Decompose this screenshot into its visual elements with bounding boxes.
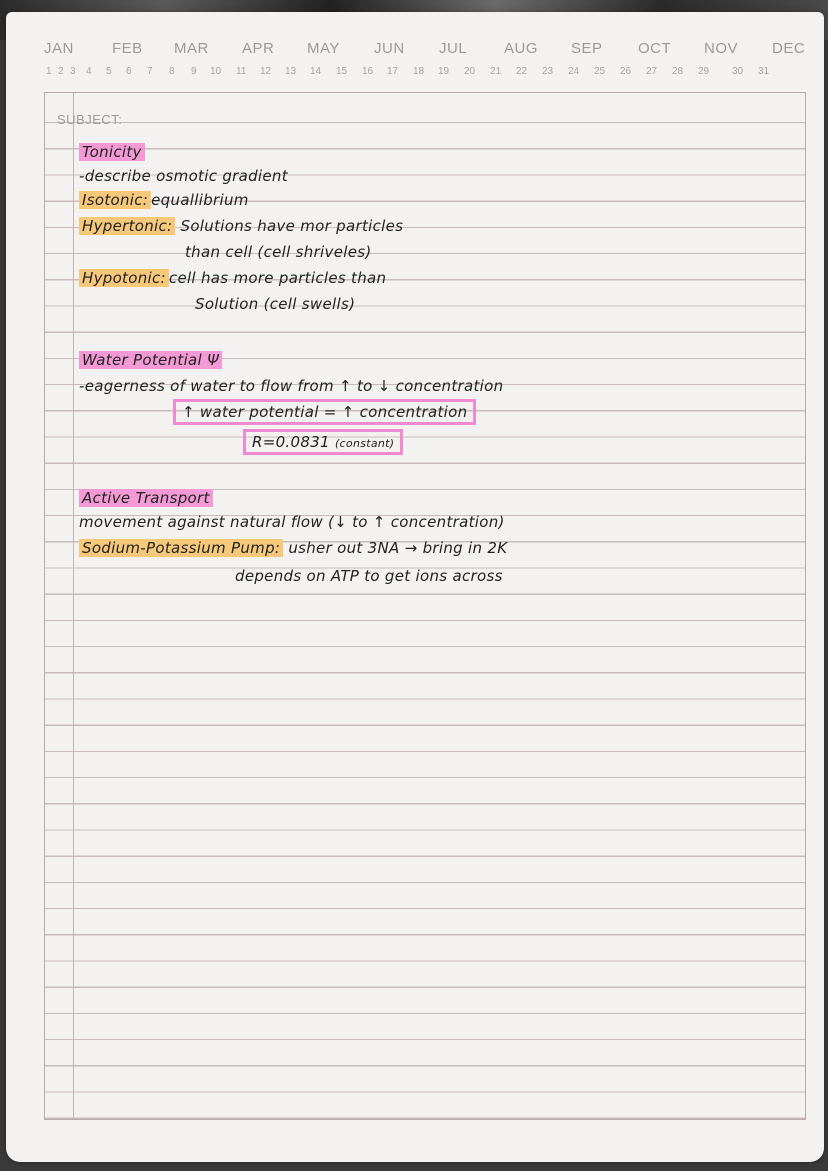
day-3: 3 bbox=[70, 66, 76, 77]
hypotonic-label: Hypotonic: bbox=[79, 269, 169, 287]
constant-value: R=0.0831 bbox=[252, 433, 330, 451]
day-21: 21 bbox=[490, 66, 502, 77]
hypertonic-label: Hypertonic: bbox=[79, 217, 175, 235]
hypotonic-line bbox=[79, 269, 386, 287]
day-19: 19 bbox=[438, 66, 450, 77]
pump-text: usher out 3NA → bring in 2K bbox=[288, 539, 508, 557]
day-12: 12 bbox=[260, 66, 272, 77]
day-31: 31 bbox=[758, 66, 770, 77]
day-29: 29 bbox=[698, 66, 710, 77]
pump-line bbox=[79, 539, 507, 557]
calendar-days bbox=[46, 66, 816, 82]
notebook-page bbox=[6, 12, 824, 1162]
hypotonic-text-2: Solution (cell swells) bbox=[195, 295, 356, 313]
day-16: 16 bbox=[362, 66, 374, 77]
day-8: 8 bbox=[169, 66, 175, 77]
month-may: MAY bbox=[307, 40, 340, 57]
margin-line bbox=[73, 93, 74, 1119]
isotonic-line bbox=[79, 191, 249, 209]
day-10: 10 bbox=[210, 66, 222, 77]
tonicity-heading: Tonicity bbox=[79, 143, 145, 161]
day-11: 11 bbox=[236, 66, 247, 77]
active-transport-heading: Active Transport bbox=[79, 489, 213, 507]
day-4: 4 bbox=[86, 66, 92, 77]
day-1: 1 bbox=[46, 66, 52, 77]
isotonic-label: Isotonic: bbox=[79, 191, 151, 209]
day-25: 25 bbox=[594, 66, 606, 77]
month-mar: MAR bbox=[174, 40, 209, 57]
day-13: 13 bbox=[285, 66, 297, 77]
water-potential-heading: Water Potential Ψ bbox=[79, 351, 222, 369]
ruled-sheet bbox=[44, 92, 806, 1120]
atp-line: depends on ATP to get ions across bbox=[235, 567, 503, 585]
hypertonic-line bbox=[79, 217, 403, 235]
day-22: 22 bbox=[516, 66, 528, 77]
isotonic-text: equallibrium bbox=[151, 191, 249, 209]
month-sep: SEP bbox=[571, 40, 603, 57]
day-6: 6 bbox=[126, 66, 132, 77]
day-7: 7 bbox=[147, 66, 153, 77]
month-feb: FEB bbox=[112, 40, 143, 57]
month-jan: JAN bbox=[44, 40, 74, 57]
month-nov: NOV bbox=[704, 40, 739, 57]
month-aug: AUG bbox=[504, 40, 539, 57]
day-5: 5 bbox=[106, 66, 112, 77]
hypotonic-text-1: cell has more particles than bbox=[168, 269, 387, 287]
tonicity-line: -describe osmotic gradient bbox=[79, 167, 288, 185]
day-30: 30 bbox=[732, 66, 744, 77]
month-dec: DEC bbox=[772, 40, 806, 57]
day-26: 26 bbox=[620, 66, 632, 77]
pump-label: Sodium-Potassium Pump: bbox=[79, 539, 283, 557]
calendar-months bbox=[40, 40, 815, 64]
day-14: 14 bbox=[310, 66, 322, 77]
day-23: 23 bbox=[542, 66, 554, 77]
month-jul: JUL bbox=[439, 40, 468, 57]
day-24: 24 bbox=[568, 66, 580, 77]
hypertonic-text-1: Solutions have mor particles bbox=[180, 217, 404, 235]
month-apr: APR bbox=[242, 40, 275, 57]
day-20: 20 bbox=[464, 66, 476, 77]
water-potential-line: -eagerness of water to flow from ↑ to ↓ concentration bbox=[79, 377, 504, 395]
hypertonic-text-2: than cell (cell shriveles) bbox=[185, 243, 372, 261]
day-28: 28 bbox=[672, 66, 684, 77]
active-transport-line: movement against natural flow (↓ to ↑ concentration) bbox=[79, 513, 505, 531]
day-2: 2 bbox=[58, 66, 64, 77]
day-18: 18 bbox=[413, 66, 425, 77]
day-17: 17 bbox=[387, 66, 399, 77]
water-potential-box-2 bbox=[243, 429, 403, 455]
day-15: 15 bbox=[336, 66, 348, 77]
day-27: 27 bbox=[646, 66, 658, 77]
month-oct: OCT bbox=[638, 40, 672, 57]
day-9: 9 bbox=[191, 66, 197, 77]
subject-label: SUBJECT: bbox=[57, 112, 123, 127]
month-jun: JUN bbox=[374, 40, 405, 57]
constant-note: (constant) bbox=[334, 437, 395, 450]
water-potential-box-1: ↑ water potential = ↑ concentration bbox=[173, 399, 476, 425]
